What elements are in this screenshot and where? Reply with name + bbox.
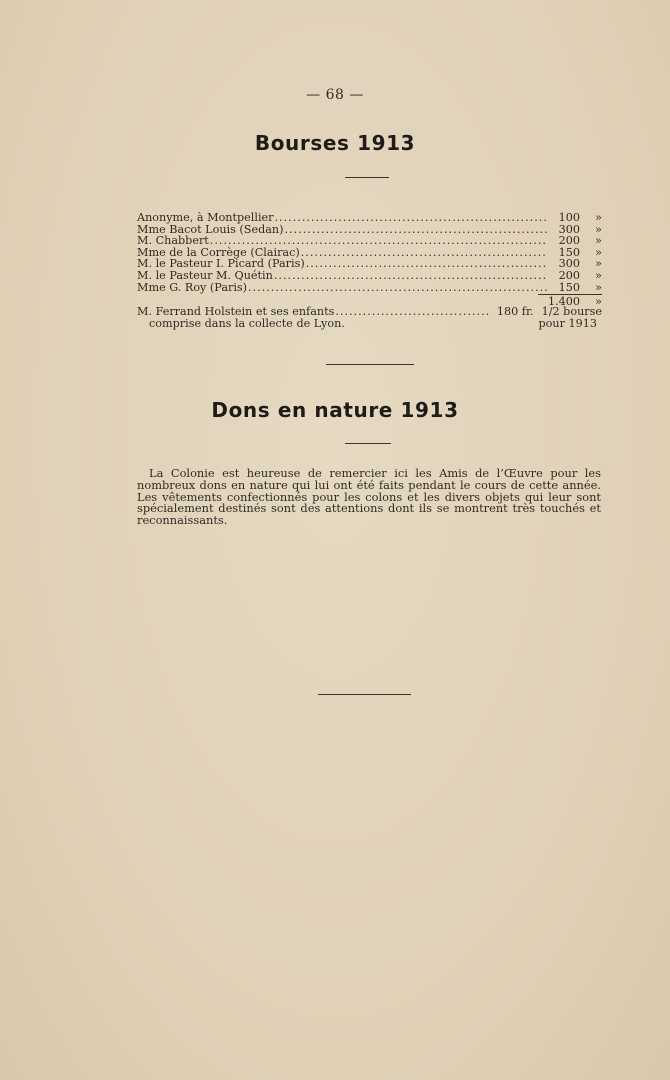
bourse-fraction: 1/2 bourse [541, 305, 602, 319]
donation-amount: 150 [558, 280, 580, 294]
leader-dots [284, 224, 547, 236]
donor-name: M. Ferrand Holstein et ses enfants [137, 305, 335, 319]
donor-name: Mme G. Roy (Paris) [137, 280, 248, 294]
leader-dots [248, 282, 547, 294]
donor-name: M. le Pasteur I. Picard (Paris) [137, 257, 305, 271]
ditto-mark: » [595, 245, 602, 259]
donor-name: M. le Pasteur M. Quétin [137, 268, 273, 282]
total-amount: 1.400 [547, 295, 580, 309]
donor-name: M. Chabbert [137, 234, 209, 248]
ditto-mark: » [595, 257, 602, 271]
section-divider [326, 364, 414, 365]
list-item [137, 270, 602, 282]
list-item [137, 282, 602, 294]
donation-amount: 150 [558, 245, 580, 259]
donation-amount: 180 fr. [496, 305, 534, 319]
donation-amount: 200 [558, 234, 580, 248]
end-rule [318, 694, 411, 695]
dons-title: Dons en nature 1913 [211, 398, 459, 422]
donation-amount: 300 [558, 222, 580, 236]
ferrand-entry [137, 306, 602, 318]
leader-dots [301, 247, 547, 259]
bourses-list [137, 212, 602, 329]
ferrand-year: pour 1913 [538, 316, 597, 330]
leader-dots [274, 270, 547, 282]
ditto-mark: » [595, 234, 602, 248]
leader-dots [275, 212, 548, 224]
ditto-mark: » [595, 268, 602, 282]
leader-dots [335, 306, 491, 318]
ditto-mark: » [595, 280, 602, 294]
bourses-title: Bourses 1913 [254, 131, 416, 155]
list-item [137, 212, 602, 224]
donor-name: Mme de la Corrège (Clairac) [137, 245, 300, 259]
donation-amount: 200 [558, 268, 580, 282]
dons-paragraph: La Colonie est heureuse de remercier ici les Amis de l’Œuvre pour les nombreux dons en nature qui lui ont été faits pendant le cours de cette année. Les vêtements confectionnés pour les colons et les divers objets qui leur sont spécialement destinés sont des attentions dont ils se montrent très touchés et reconnaissants. [137, 466, 601, 528]
donation-amount: 300 [558, 257, 580, 271]
donor-name: Mme Bacot Louis (Sedan) [137, 222, 284, 236]
donation-amount: 100 [558, 211, 580, 224]
ferrand-note: comprise dans la collecte de Lyon. [149, 316, 345, 330]
donor-name: Anonyme, à Montpellier [137, 211, 274, 224]
dons-title-rule [345, 443, 391, 444]
ferrand-note-row [137, 318, 602, 330]
ditto-mark: » [595, 211, 602, 224]
ditto-mark: » [595, 295, 602, 309]
leader-dots [306, 258, 547, 270]
bourses-title-rule [345, 177, 389, 178]
page-number: — 68 — [306, 87, 364, 103]
ditto-mark: » [595, 222, 602, 236]
